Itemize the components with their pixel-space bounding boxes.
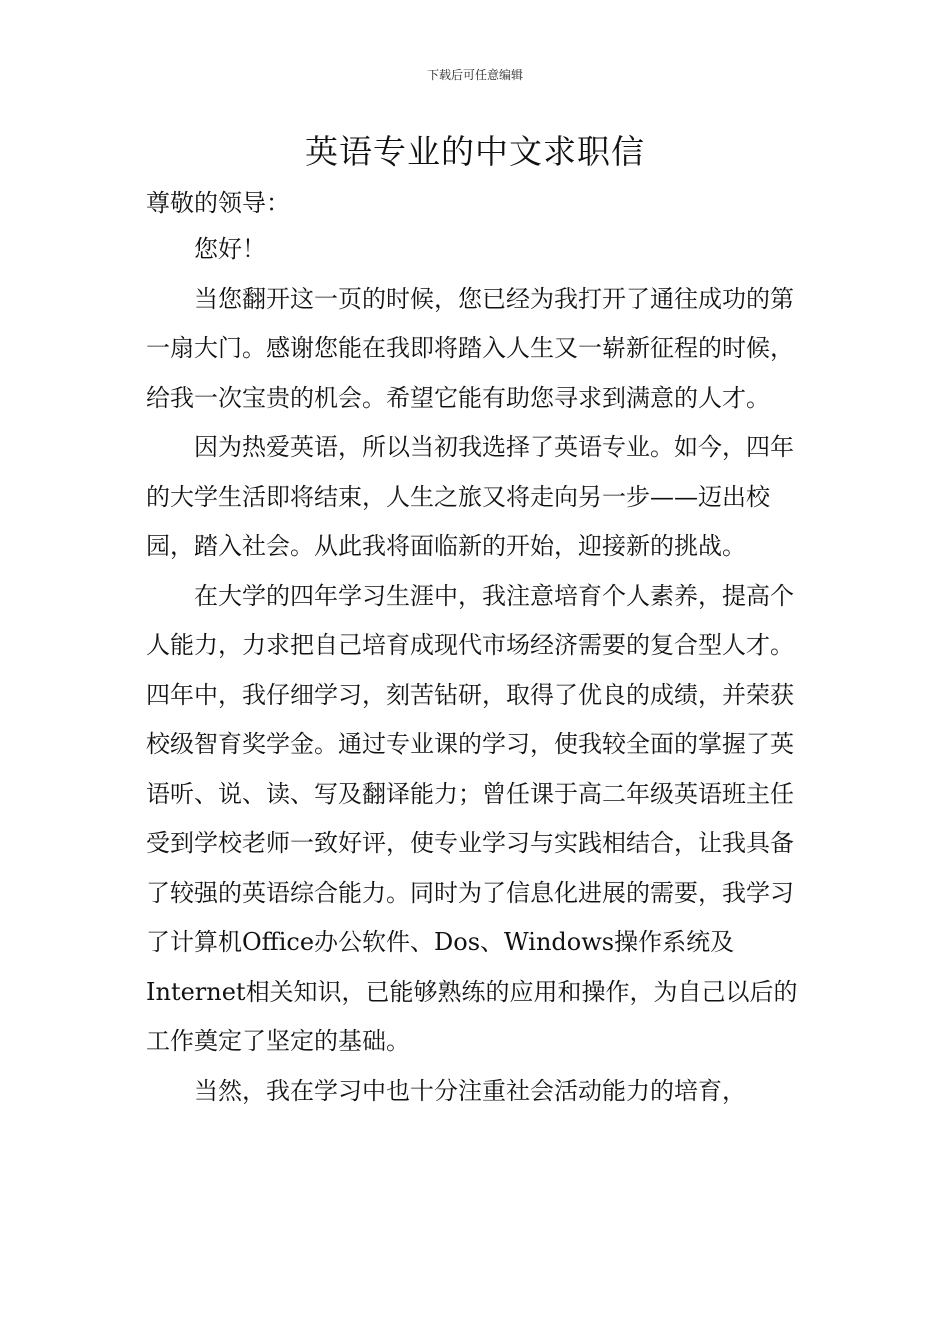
header-note: 下载后可任意编辑	[426, 68, 523, 82]
paragraph: 在大学的四年学习生涯中，我注意培育个人素养，提高个人能力，力求把自己培育成现代市场经济需要的复合型人才。四年中，我仔细学习，刻苦钻研，取得了优良的成绩，并荣获校级智育奖学金。通过专业课的学习，使我较全面的掌握了英语听、说、读、写及翻译能力；曾任课于高二年级英语班主任受到学校老师一致好评，使专业学习与实践相结合，让我具备了较强的英语综合能力。同时为了信息化进展的需要，我学习了计算机Office办公软件、Dos、Windows操作系统及Internet相关知识，已能够熟练的应用和操作，为自己以后的工作奠定了坚定的基础。	[146, 581, 798, 1055]
document-title: 英语专业的中文求职信	[305, 132, 645, 171]
paragraph: 当您翻开这一页的时候，您已经为我打开了通往成功的第一扇大门。感谢您能在我即将踏入人生又一崭新征程的时候，给我一次宝贵的机会。希望它能有助您寻求到满意的人才。	[146, 284, 794, 412]
letter-body	[146, 225, 812, 1116]
paragraph: 当然，我在学习中也十分注重社会活动能力的培育，	[194, 1076, 746, 1105]
paragraph: 因为热爱英语，所以当初我选择了英语专业。如今，四年的大学生活即将结束，人生之旅又将走向另一步——迈出校园，踏入社会。从此我将面临新的开始，迎接新的挑战。	[146, 433, 794, 560]
greeting: 您好！	[194, 235, 266, 263]
salutation: 尊敬的领导：	[146, 189, 290, 217]
